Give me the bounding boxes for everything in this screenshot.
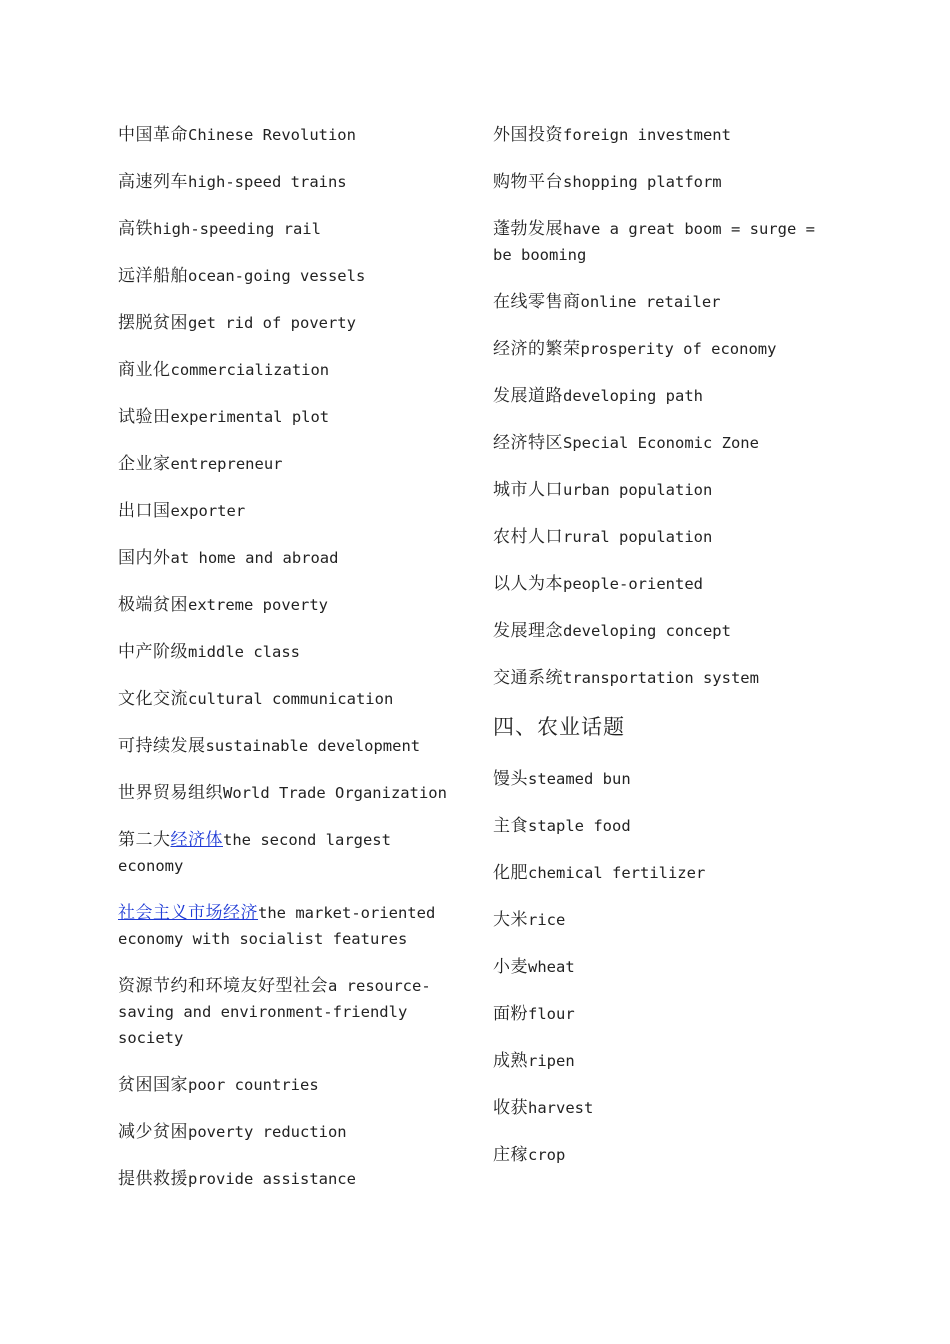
chinese-term: 收获: [493, 1098, 528, 1118]
chinese-term: 交通系统: [493, 668, 563, 688]
english-term: prosperity of economy: [580, 340, 777, 358]
chinese-term: 可持续发展: [118, 736, 206, 756]
english-term: wheat: [528, 958, 575, 976]
english-term: middle class: [188, 643, 300, 661]
vocab-entry: [118, 900, 463, 952]
english-term: entrepreneur: [170, 455, 283, 473]
vocab-entry: [493, 289, 838, 315]
chinese-term: 国内外: [118, 548, 171, 568]
english-term: chemical fertilizer: [528, 864, 706, 882]
english-term: experimental plot: [170, 408, 330, 426]
english-term: developing path: [563, 387, 703, 405]
chinese-term: 减少贫困: [118, 1122, 188, 1142]
chinese-term: 农村人口: [493, 527, 563, 547]
english-term: sustainable development: [205, 737, 421, 755]
vocab-entry: [118, 733, 463, 759]
chinese-term: 试验田: [118, 407, 171, 427]
chinese-term: 世界贸易组织: [118, 783, 223, 803]
vocab-entry: [493, 477, 838, 503]
chinese-term: 资源节约和环境友好型社会: [118, 976, 328, 996]
chinese-term: 极端贫困: [118, 595, 188, 615]
english-term: steamed bun: [528, 770, 631, 788]
english-term: a resource-saving and environment-friendly society: [118, 977, 431, 1047]
english-term: ripen: [528, 1052, 575, 1070]
left-column: [118, 122, 463, 1213]
chinese-term: 提供救援: [118, 1169, 188, 1189]
english-term: Chinese Revolution: [188, 126, 356, 144]
socialist-market-economy-link[interactable]: 社会主义市场经济: [118, 903, 258, 923]
chinese-term: 蓬勃发展: [493, 219, 563, 239]
chinese-term: 馒头: [493, 769, 528, 789]
vocab-entry: [118, 780, 463, 806]
right-column: [493, 122, 838, 1189]
chinese-term: 外国投资: [493, 125, 563, 145]
english-term: shopping platform: [563, 173, 722, 191]
chinese-term: 高铁: [118, 219, 153, 239]
vocab-entry: [493, 122, 838, 148]
vocab-entry: [118, 1166, 463, 1192]
chinese-term: 庄稼: [493, 1145, 528, 1165]
english-term: people-oriented: [563, 575, 703, 593]
chinese-term: 经济特区: [493, 433, 563, 453]
chinese-term: 第二大: [118, 830, 171, 850]
english-term: cultural communication: [188, 690, 394, 708]
english-term: online retailer: [580, 293, 721, 311]
vocab-entry: [118, 263, 463, 289]
chinese-term: 大米: [493, 910, 528, 930]
chinese-term: 经济的繁荣: [493, 339, 581, 359]
vocab-entry: [118, 122, 463, 148]
chinese-term: 文化交流: [118, 689, 188, 709]
vocab-entry: [493, 1048, 838, 1074]
vocab-entry: [493, 524, 838, 550]
vocab-entry: [118, 357, 463, 383]
vocab-entry: [493, 430, 838, 456]
english-term: developing concept: [563, 622, 731, 640]
chinese-term: 化肥: [493, 863, 528, 883]
vocab-entry: [493, 813, 838, 839]
vocab-entry: [118, 310, 463, 336]
vocab-entry: [493, 571, 838, 597]
english-term: crop: [528, 1146, 566, 1164]
vocab-entry: [118, 639, 463, 665]
vocab-entry: [493, 1095, 838, 1121]
english-term: poverty reduction: [188, 1123, 347, 1141]
vocab-entry: [118, 404, 463, 430]
english-term: Special Economic Zone: [563, 434, 759, 452]
vocab-entry: [493, 216, 838, 268]
vocab-entry: [493, 954, 838, 980]
english-term: transportation system: [563, 669, 759, 687]
english-term: harvest: [528, 1099, 594, 1117]
vocab-entry: [493, 336, 838, 362]
vocab-entry: [118, 973, 463, 1051]
vocab-entry: [118, 1072, 463, 1098]
vocab-entry: [493, 1001, 838, 1027]
vocab-entry: [493, 1142, 838, 1168]
section-heading: 四、农业话题: [493, 715, 625, 739]
chinese-term: 发展道路: [493, 386, 563, 406]
chinese-term: 小麦: [493, 957, 528, 977]
chinese-term: 购物平台: [493, 172, 563, 192]
vocab-entry: [118, 498, 463, 524]
economy-link[interactable]: 经济体: [170, 830, 223, 850]
chinese-term: 城市人口: [493, 480, 563, 500]
chinese-term: 商业化: [118, 360, 171, 380]
chinese-term: 以人为本: [493, 574, 563, 594]
vocab-entry: [493, 766, 838, 792]
english-term: urban population: [563, 481, 713, 499]
english-term: rice: [528, 911, 566, 929]
english-term: the second largest economy: [118, 831, 391, 875]
chinese-term: 成熟: [493, 1051, 528, 1071]
chinese-term: 贫困国家: [118, 1075, 188, 1095]
english-term: provide assistance: [188, 1170, 356, 1188]
chinese-term: 发展理念: [493, 621, 563, 641]
english-term: extreme poverty: [188, 596, 328, 614]
chinese-term: 面粉: [493, 1004, 528, 1024]
vocab-entry: [493, 618, 838, 644]
english-term: World Trade Organization: [223, 784, 447, 802]
english-term: staple food: [528, 817, 631, 835]
chinese-term: 高速列车: [118, 172, 188, 192]
vocab-entry: [118, 1119, 463, 1145]
vocab-entry: [118, 169, 463, 195]
english-term: foreign investment: [563, 126, 731, 144]
vocab-entry: [493, 169, 838, 195]
vocab-entry: [118, 686, 463, 712]
chinese-term: 在线零售商: [493, 292, 581, 312]
english-term: the market-oriented economy with socialist features: [118, 904, 436, 948]
chinese-term: 摆脱贫困: [118, 313, 188, 333]
english-term: rural population: [563, 528, 713, 546]
vocab-entry: [118, 451, 463, 477]
vocab-entry: [118, 545, 463, 571]
english-term: exporter: [170, 502, 246, 520]
english-term: high-speed trains: [188, 173, 347, 191]
english-term: have a great boom = surge = be booming: [493, 220, 815, 264]
vocab-entry: [493, 907, 838, 933]
english-term: high-speeding rail: [153, 220, 321, 238]
chinese-term: 主食: [493, 816, 528, 836]
vocab-entry: [118, 592, 463, 618]
chinese-term: 远洋船舶: [118, 266, 188, 286]
english-term: poor countries: [188, 1076, 319, 1094]
english-term: get rid of poverty: [188, 314, 356, 332]
chinese-term: 企业家: [118, 454, 171, 474]
vocab-entry: [118, 827, 463, 879]
vocab-entry: [493, 860, 838, 886]
chinese-term: 出口国: [118, 501, 171, 521]
vocab-entry: [118, 216, 463, 242]
english-term: at home and abroad: [170, 549, 339, 567]
chinese-term: 中产阶级: [118, 642, 188, 662]
vocab-entry: [493, 383, 838, 409]
vocab-entry: [493, 665, 838, 691]
chinese-term: 中国革命: [118, 125, 188, 145]
english-term: ocean-going vessels: [188, 267, 366, 285]
english-term: commercialization: [170, 361, 330, 379]
english-term: flour: [528, 1005, 575, 1023]
